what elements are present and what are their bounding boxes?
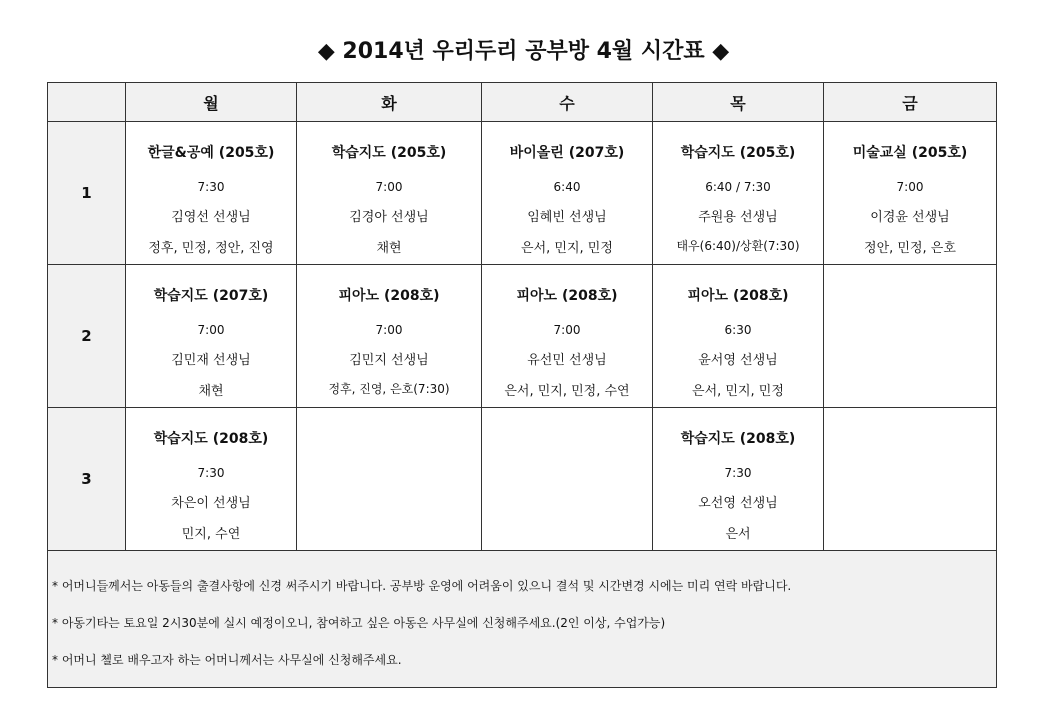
timetable xyxy=(47,82,997,688)
class-students: 은서, 민지, 민정 xyxy=(692,384,784,399)
class-time: 7:00 xyxy=(375,323,403,337)
class-subject: 학습지도 (208호) xyxy=(680,431,796,447)
class-teacher: 유선민 선생님 xyxy=(527,353,607,368)
class-students: 채현 xyxy=(198,384,224,399)
period-label: 3 xyxy=(48,408,126,551)
class-time: 7:00 xyxy=(375,180,403,194)
period-label: 2 xyxy=(48,265,126,408)
note-cello-class: * 어머니 첼로 배우고자 하는 어머니께서는 사무실에 신청해주세요. xyxy=(52,653,402,667)
note-guitar-class: * 아동기타는 토요일 2시30분에 실시 예정이오니, 참여하고 싶은 아동은 사무실에 신청해주세요.(2인 이상, 수업가능) xyxy=(52,616,666,630)
class-cell-empty xyxy=(824,408,997,551)
class-cell xyxy=(297,265,482,408)
class-cell xyxy=(482,265,653,408)
class-students: 은서, 민지, 민정 xyxy=(521,241,613,256)
class-cell xyxy=(126,122,297,265)
class-cell xyxy=(653,122,824,265)
class-time: 7:30 xyxy=(197,466,225,480)
class-teacher: 윤서영 선생님 xyxy=(698,353,778,368)
class-students: 은서, 민지, 민정, 수연 xyxy=(504,384,630,399)
class-subject: 바이올린 (207호) xyxy=(509,145,625,161)
class-students: 정안, 민정, 은호 xyxy=(864,241,956,256)
class-time: 6:40 xyxy=(553,180,581,194)
class-teacher: 차은이 선생님 xyxy=(171,496,251,511)
period-row-1 xyxy=(48,122,997,265)
corner-cell xyxy=(48,83,126,122)
note-attendance: * 어머니들께서는 아동들의 출결사항에 신경 써주시기 바랍니다. 공부방 운영에 어려움이 있으니 결석 및 시간변경 시에는 미리 연락 바랍니다. xyxy=(52,579,792,593)
class-cell-empty xyxy=(297,408,482,551)
class-subject: 학습지도 (205호) xyxy=(680,145,796,161)
class-teacher: 주원용 선생님 xyxy=(698,210,778,225)
page-title: ◆ 2014년 우리두리 공부방 4월 시간표 ◆ xyxy=(317,39,730,64)
day-header-wed: 수 xyxy=(482,83,653,122)
class-cell xyxy=(653,265,824,408)
class-subject: 피아노 (208호) xyxy=(338,288,440,304)
class-time: 7:00 xyxy=(896,180,924,194)
class-teacher: 이경윤 선생님 xyxy=(870,210,950,225)
class-teacher: 임혜빈 선생님 xyxy=(527,210,607,225)
period-row-2 xyxy=(48,265,997,408)
header-row xyxy=(48,83,997,122)
class-time: 7:30 xyxy=(197,180,225,194)
class-students: 민지, 수연 xyxy=(181,527,241,542)
period-label: 1 xyxy=(48,122,126,265)
class-subject: 미술교실 (205호) xyxy=(852,145,968,161)
class-teacher: 김민지 선생님 xyxy=(349,353,429,368)
class-students: 채현 xyxy=(376,241,402,256)
class-cell xyxy=(126,408,297,551)
class-cell xyxy=(824,122,997,265)
class-subject: 학습지도 (207호) xyxy=(153,288,269,304)
class-subject: 한글&공예 (205호) xyxy=(147,145,275,161)
period-row-3 xyxy=(48,408,997,551)
class-cell xyxy=(297,122,482,265)
class-students: 정후, 민정, 정안, 진영 xyxy=(148,241,274,256)
class-students: 태우(6:40)/상환(7:30) xyxy=(676,239,800,253)
class-time: 6:30 xyxy=(724,323,752,337)
class-subject: 피아노 (208호) xyxy=(687,288,789,304)
class-time: 7:30 xyxy=(724,466,752,480)
class-cell-empty xyxy=(482,408,653,551)
day-header-tue: 화 xyxy=(297,83,482,122)
day-header-fri: 금 xyxy=(824,83,997,122)
day-header-mon: 월 xyxy=(126,83,297,122)
class-time: 6:40 / 7:30 xyxy=(705,180,771,194)
class-subject: 학습지도 (208호) xyxy=(153,431,269,447)
notes-cell xyxy=(48,551,997,688)
class-teacher: 오선영 선생님 xyxy=(698,496,778,511)
class-subject: 피아노 (208호) xyxy=(516,288,618,304)
class-cell-empty xyxy=(824,265,997,408)
class-time: 7:00 xyxy=(197,323,225,337)
day-header-thu: 목 xyxy=(653,83,824,122)
class-teacher: 김민재 선생님 xyxy=(171,353,251,368)
class-teacher: 김경아 선생님 xyxy=(349,210,429,225)
class-time: 7:00 xyxy=(553,323,581,337)
class-cell xyxy=(126,265,297,408)
class-teacher: 김영선 선생님 xyxy=(171,210,251,225)
class-students: 정후, 진영, 은호(7:30) xyxy=(328,382,450,396)
class-cell xyxy=(482,122,653,265)
class-cell xyxy=(653,408,824,551)
class-students: 은서 xyxy=(725,527,751,542)
class-subject: 학습지도 (205호) xyxy=(331,145,447,161)
notes-row xyxy=(48,551,997,688)
